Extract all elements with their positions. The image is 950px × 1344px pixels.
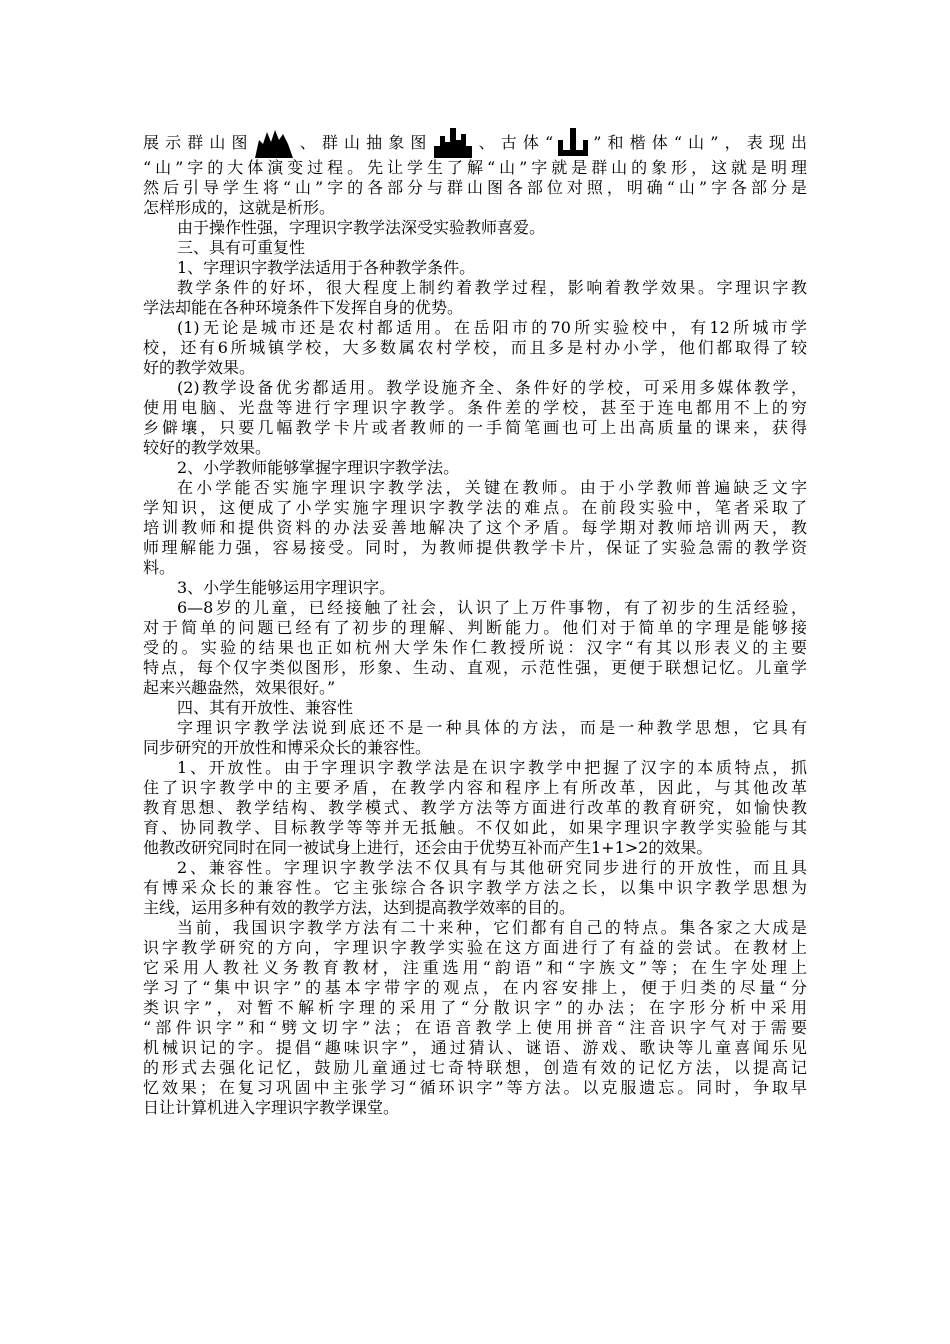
paragraph-line: 较好的教学效果。	[143, 438, 272, 457]
mountain-range-picture-icon	[255, 128, 293, 158]
paragraph-line: 教学条件的好坏，很大程度上制约着教学过程，影响着教学效果。字理识字教	[177, 278, 807, 297]
paragraph-line-1	[143, 128, 807, 158]
paragraph-line: 类识字”，对暂不解析字理的采用了“分散识字”的办法；在字形分析中采用	[143, 998, 807, 1017]
paragraph-line: 主线，运用多种有效的教学方法，达到提高教学效率的目的。	[143, 898, 576, 917]
paragraph-line: 机械识记的字。提倡“趣味识字”，通过猜认、谜语、游戏、歌诀等儿童喜闻乐见	[143, 1038, 807, 1057]
paragraph-line: 学知识，这便成了小学实施字理识字教学法的难点。在前段实验中，笔者采取了	[143, 498, 807, 517]
paragraph-line: 校，还有6所城镇学校，大多数属农村学校，而且多是村办小学，他们都取得了较	[143, 338, 807, 357]
paragraph-line: 同步研究的开放性和博采众长的兼容性。	[143, 738, 432, 757]
paragraph-line: 6—8岁的儿童，已经接触了社会，认识了上万件事物，有了初步的生活经验，	[177, 598, 807, 617]
paragraph-line: 他教改研究同时在同一被试身上进行，还会由于优势互补而产生1+1>2的效果。	[143, 838, 713, 857]
paragraph-line: 怎样形成的，这就是析形。	[143, 198, 336, 217]
paragraph-line: 忆效果；在复习巩固中主张学习“循环识字”等方法。以克服遗忘。同时，争取早	[143, 1078, 807, 1097]
text-segment: 、群山抽象图	[293, 133, 433, 152]
paragraph-line: 2、兼容性。字理识字教学法不仅具有与其他研究同步进行的开放性，而且具	[177, 858, 807, 877]
subsection-heading: 2、小学教师能够掌握字理识字教学法。	[177, 458, 460, 477]
subsection-heading: 1、字理识字教学法适用于各种教学条件。	[177, 258, 476, 277]
paragraph-line: 它采用人教社义务教育教材，注重选用“韵语”和“字族文”等；在生字处理上	[143, 958, 807, 977]
paragraph-line: 的形式去强化记忆，鼓励儿童通过七奇特联想，创造有效的记忆方法，以提高记	[143, 1058, 807, 1077]
text-segment: ”和楷体“山”，表现出	[593, 133, 807, 152]
paragraph-line: 然后引导学生将“山”字的各部分与群山图各部位对照，明确“山”字各部分是	[143, 178, 807, 197]
section-heading: 三、具有可重复性	[177, 238, 306, 257]
paragraph-line: 字理识字教学法说到底还不是一种具体的方法，而是一种教学思想，它具有	[177, 718, 807, 737]
paragraph-line: 乡僻壤，只要几幅教学卡片或者教师的一手简笔画也可上出高质量的课来，获得	[143, 418, 807, 437]
section-heading: 四、其有开放性、兼容性	[177, 698, 354, 717]
paragraph-line: 使用电脑、光盘等进行字理识字教学。条件差的学校，甚至于连电都用不上的穷	[143, 398, 807, 417]
paragraph-line: 育、协同教学、目标教学等等并无抵触。不仅如此，如果字理识字教学实验能与其	[143, 818, 807, 837]
paragraph-line: 受的。实验的结果也正如杭州大学朱作仁教授所说：汉字“有其以形表义的主要	[143, 638, 807, 657]
text-segment: 、古体“	[472, 133, 554, 152]
paragraph-line: 住了识字教学中的主要矛盾，在教学内容和程序上有所改革，因此，与其他改革	[143, 778, 807, 797]
paragraph-line: 教育思想、教学结构、教学模式、教学方法等方面进行改革的教育研究，如愉快教	[143, 798, 807, 817]
paragraph-line: 学法却能在各种环境条件下发挥自身的优势。	[143, 298, 464, 317]
paragraph-line: 料。	[143, 558, 176, 577]
paragraph-line: 起来兴趣盎然，效果很好。”	[143, 678, 336, 697]
paragraph-line: 日让计算机进入字理识字教学课堂。	[143, 1098, 400, 1117]
paragraph-line: (1)无论是城市还是农村都适用。在岳阳市的70所实验校中，有12所城市学	[177, 318, 807, 337]
paragraph-line: 学习了“集中识字”的基本字带字的观点，在内容安排上，便于归类的尽量“分	[143, 978, 807, 997]
paragraph-line: “山”字的大体演变过程。先让学生了解“山”字就是群山的象形，这就是明理	[143, 158, 807, 177]
paragraph-line: 在小学能否实施字理识字教学法，关键在教师。由于小学教师普遍缺乏文字	[177, 478, 807, 497]
paragraph-line: 1、开放性。由于字理识字教学法是在识字教学中把握了汉字的本质特点，抓	[177, 758, 807, 777]
paragraph-line: 对于简单的问题已经有了初步的理解、判断能力。他们对于简单的字理是能够接	[143, 618, 807, 637]
document-page	[143, 128, 807, 1118]
paragraph-line: 好的教学效果。	[143, 358, 256, 377]
paragraph-line: “部件识字”和“劈文切字”法；在语音教学上使用拼音“注音识字气对于需要	[143, 1018, 807, 1037]
paragraph-line: 有博采众长的兼容性。它主张综合各识字教学方法之长，以集中识字教学思想为	[143, 878, 807, 897]
paragraph-line: 识字教学研究的方向，字理识字教学实验在这方面进行了有益的尝试。在教材上	[143, 938, 807, 957]
paragraph-line: 特点，每个仅字类似图形，形象、生动、直观，示范性强，更便于联想记忆。儿童学	[143, 658, 807, 677]
ancient-shan-glyph-icon	[554, 128, 592, 158]
text-segment: 展示群山图	[143, 133, 254, 152]
subsection-heading: 3、小学生能够运用字理识字。	[177, 578, 396, 597]
abstract-mountain-icon	[434, 128, 472, 158]
paragraph-line: 由于操作性强，字理识字教学法深受实验教师喜爱。	[177, 218, 546, 237]
paragraph-line: 当前，我国识字教学方法有二十来种，它们都有自己的特点。集各家之大成是	[177, 918, 807, 937]
paragraph-line: (2)教学设备优劣都适用。教学设施齐全、条件好的学校，可采用多媒体教学，	[177, 378, 807, 397]
paragraph-line: 师理解能力强，容易接受。同时，为教师提供教学卡片，保证了实验急需的教学资	[143, 538, 807, 557]
paragraph-line: 培训教师和提供资料的办法妥善地解决了这个矛盾。每学期对教师培训两天，教	[143, 518, 807, 537]
